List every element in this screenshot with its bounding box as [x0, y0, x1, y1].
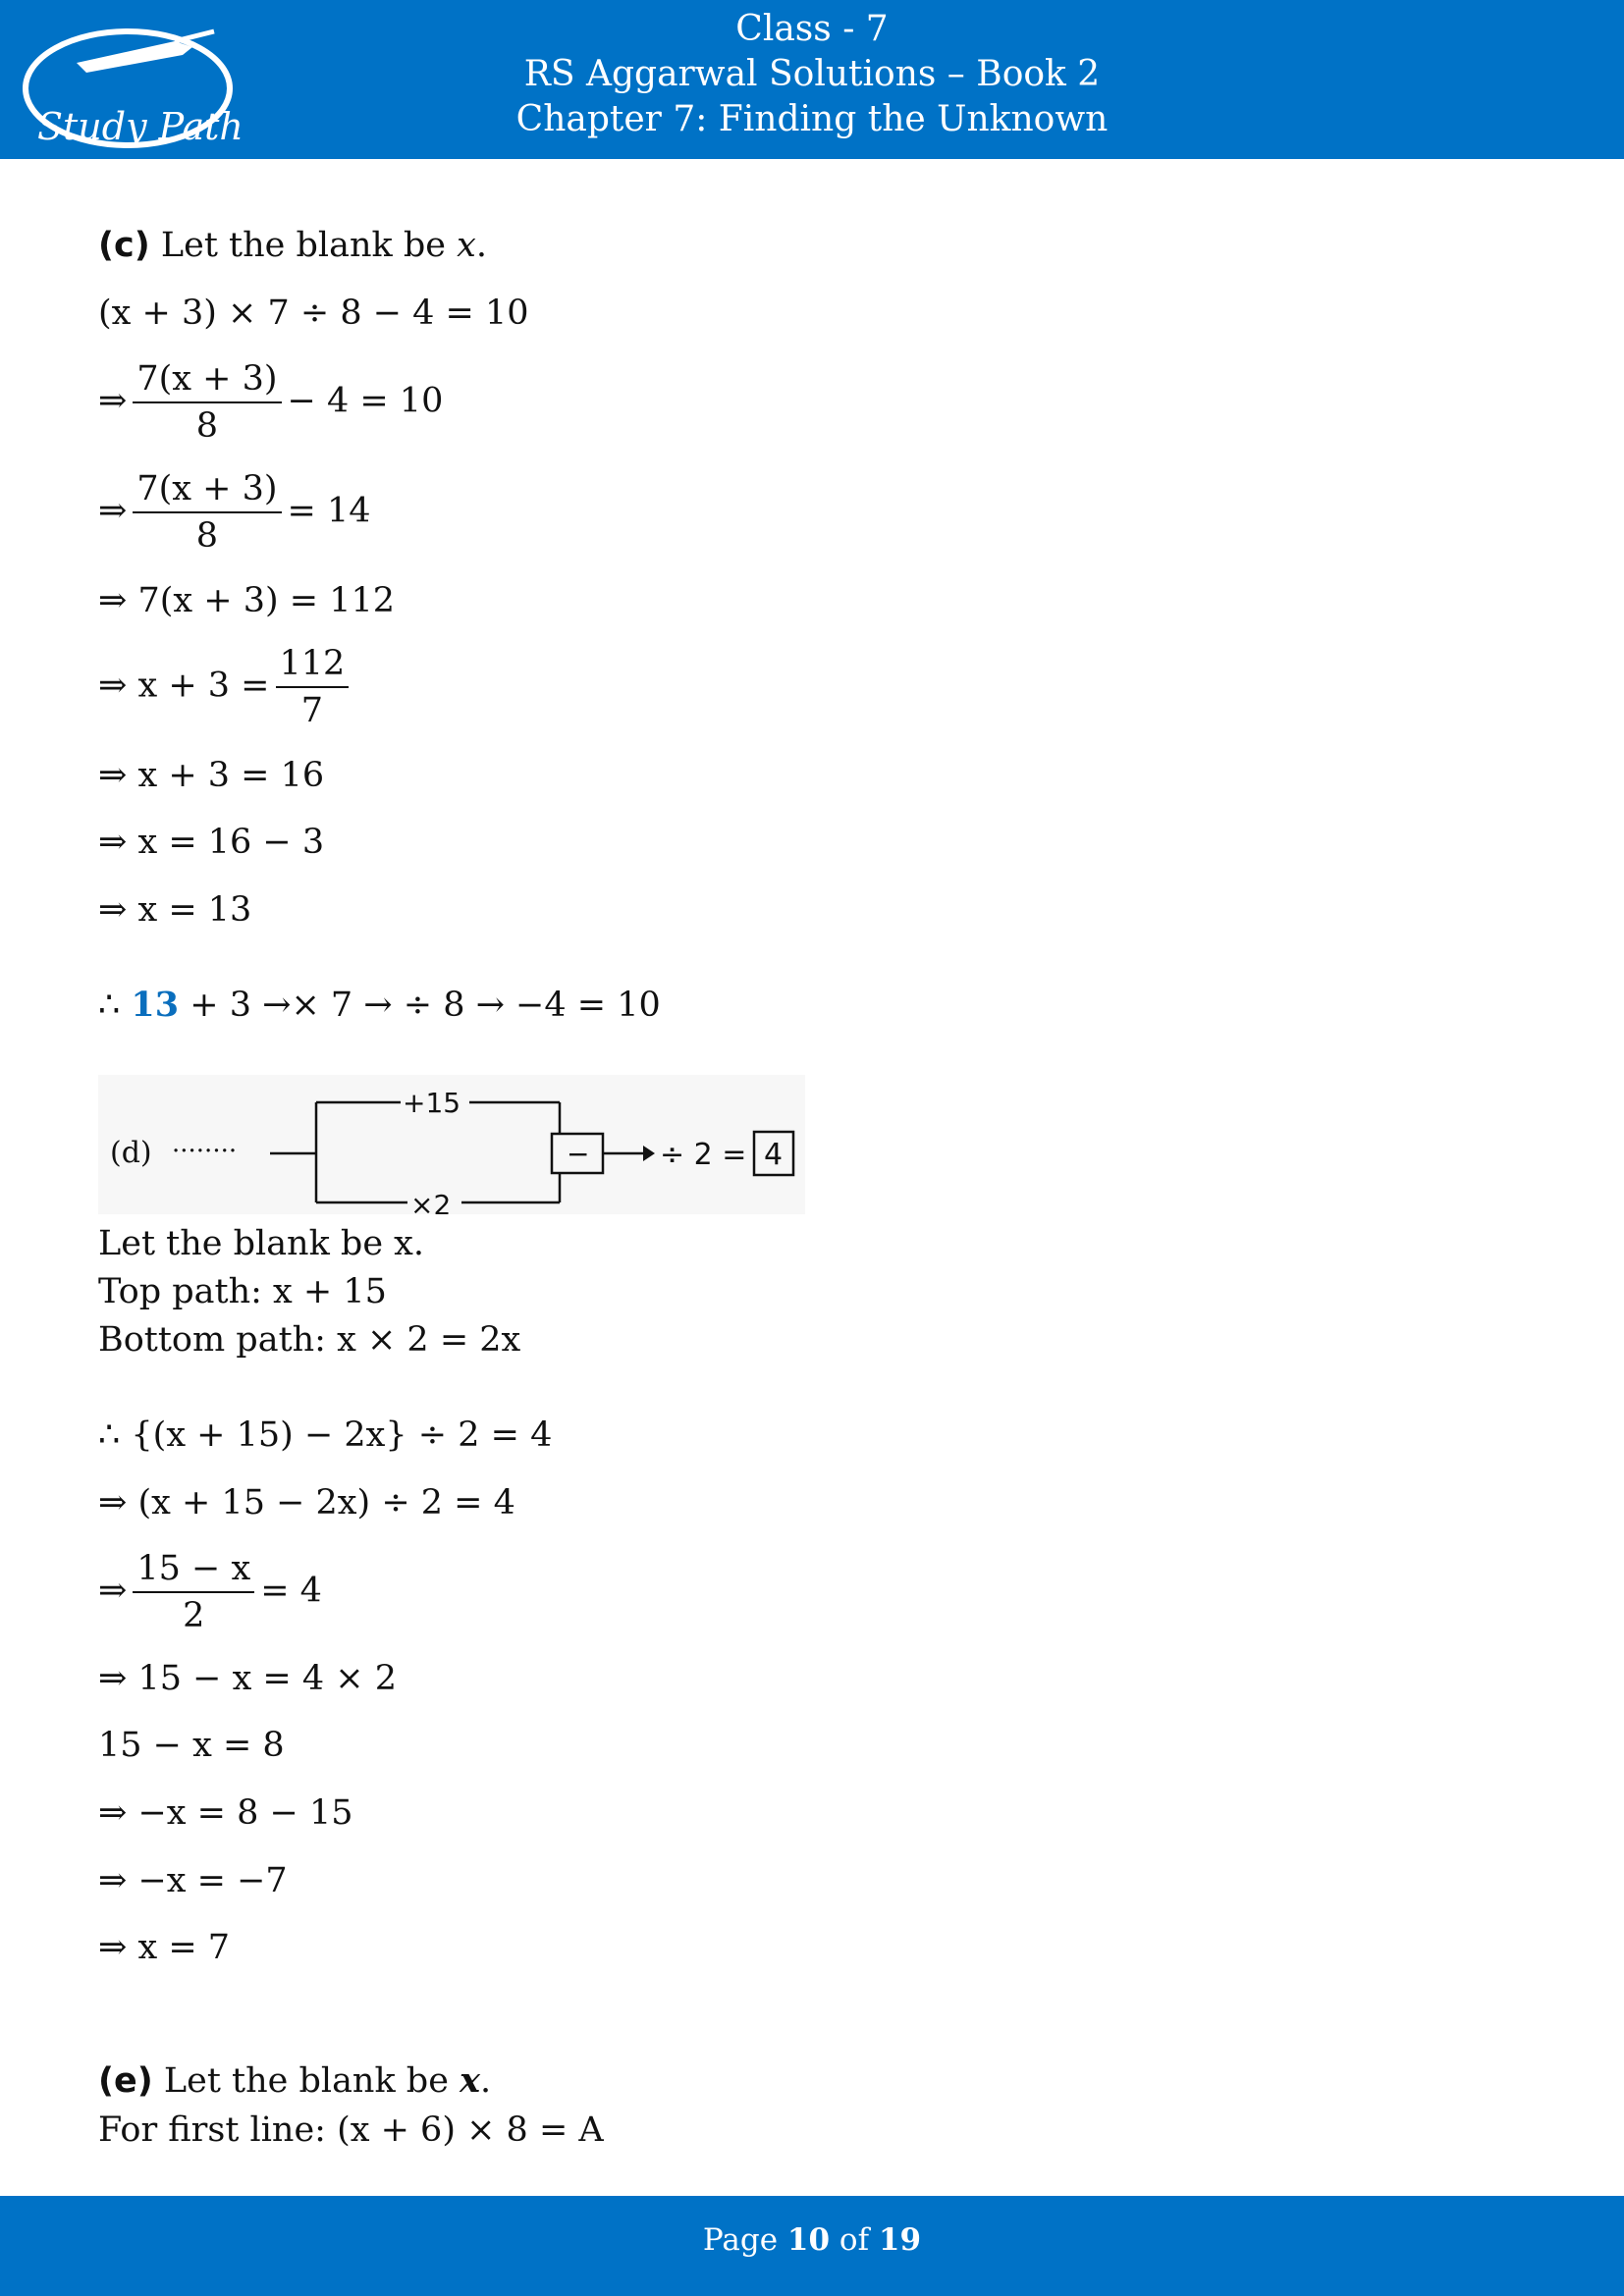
d-eq3: ⇒ $\frac{15 - x}{2}$ = 4: [98, 1546, 322, 1638]
d-eq2: ⇒ (x + 15 − 2x) ÷ 2 = 4: [98, 1483, 515, 1522]
svg-text:Study Path: Study Path: [37, 105, 244, 148]
d-line2: Top path: x + 15: [98, 1272, 387, 1311]
c-eq2: ⇒ $\frac{7(x + 3)}{8}$ − 4 = 10: [98, 356, 443, 449]
footer-page-word: Page: [702, 2222, 779, 2258]
c-therefore: ∴ 13 + 3 →× 7 → ÷ 8 → −4 = 10: [98, 985, 661, 1025]
d-eq8: ⇒ x = 7: [98, 1928, 231, 1967]
diagram-bottom-label: ×2: [410, 1189, 452, 1214]
d-eq7: ⇒ −x = −7: [98, 1861, 288, 1900]
c-eq6: ⇒ x + 3 = 16: [98, 756, 325, 795]
c-eq7: ⇒ x = 16 − 3: [98, 823, 325, 862]
page-footer: [0, 2196, 1624, 2296]
diagram-label: (d): [110, 1136, 152, 1170]
part-c-label: (c): [98, 226, 150, 265]
e-line2: For first line: (x + 6) × 8 = A: [98, 2110, 604, 2150]
d-line3: Bottom path: x × 2 = 2x: [98, 1320, 521, 1360]
diagram-dots: ········: [172, 1137, 238, 1166]
diagram-op: −: [567, 1138, 590, 1170]
c-eq4: ⇒ 7(x + 3) = 112: [98, 581, 395, 620]
c-eq1: (x + 3) × 7 ÷ 8 − 4 = 10: [98, 294, 529, 333]
d-eq5: 15 − x = 8: [98, 1726, 285, 1765]
header-chapter: Chapter 7: Finding the Unknown: [515, 99, 1109, 139]
c-eq8: ⇒ x = 13: [98, 890, 252, 930]
part-e-label: (e): [98, 2061, 153, 2101]
header-class: Class - 7: [735, 9, 889, 49]
diagram-result: 4: [764, 1138, 784, 1172]
header-book: RS Aggarwal Solutions – Book 2: [523, 54, 1101, 94]
diagram-div: ÷ 2 =: [660, 1138, 747, 1172]
d-eq1: ∴ {(x + 15) − 2x} ÷ 2 = 4: [98, 1415, 553, 1455]
footer-total-pages: 19: [878, 2222, 922, 2258]
flow-diagram-d: [98, 1075, 805, 1214]
d-eq6: ⇒ −x = 8 − 15: [98, 1793, 353, 1833]
c-answer: 13: [131, 985, 180, 1025]
part-c-intro: (c) Let the blank be x.: [98, 226, 487, 265]
page-header: [0, 0, 1624, 159]
c-eq5: ⇒ x + 3 = $\frac{112}{7}$: [98, 641, 354, 733]
d-eq4: ⇒ 15 − x = 4 × 2: [98, 1659, 397, 1698]
diagram-top-label: +15: [403, 1087, 461, 1119]
footer-of-word: of: [839, 2222, 870, 2258]
footer-current-page: 10: [786, 2222, 831, 2258]
c-eq3: ⇒ $\frac{7(x + 3)}{8}$ = 14: [98, 466, 371, 559]
part-e-intro: (e) Let the blank be x.: [98, 2060, 492, 2101]
d-line1: Let the blank be x.: [98, 1224, 425, 1263]
